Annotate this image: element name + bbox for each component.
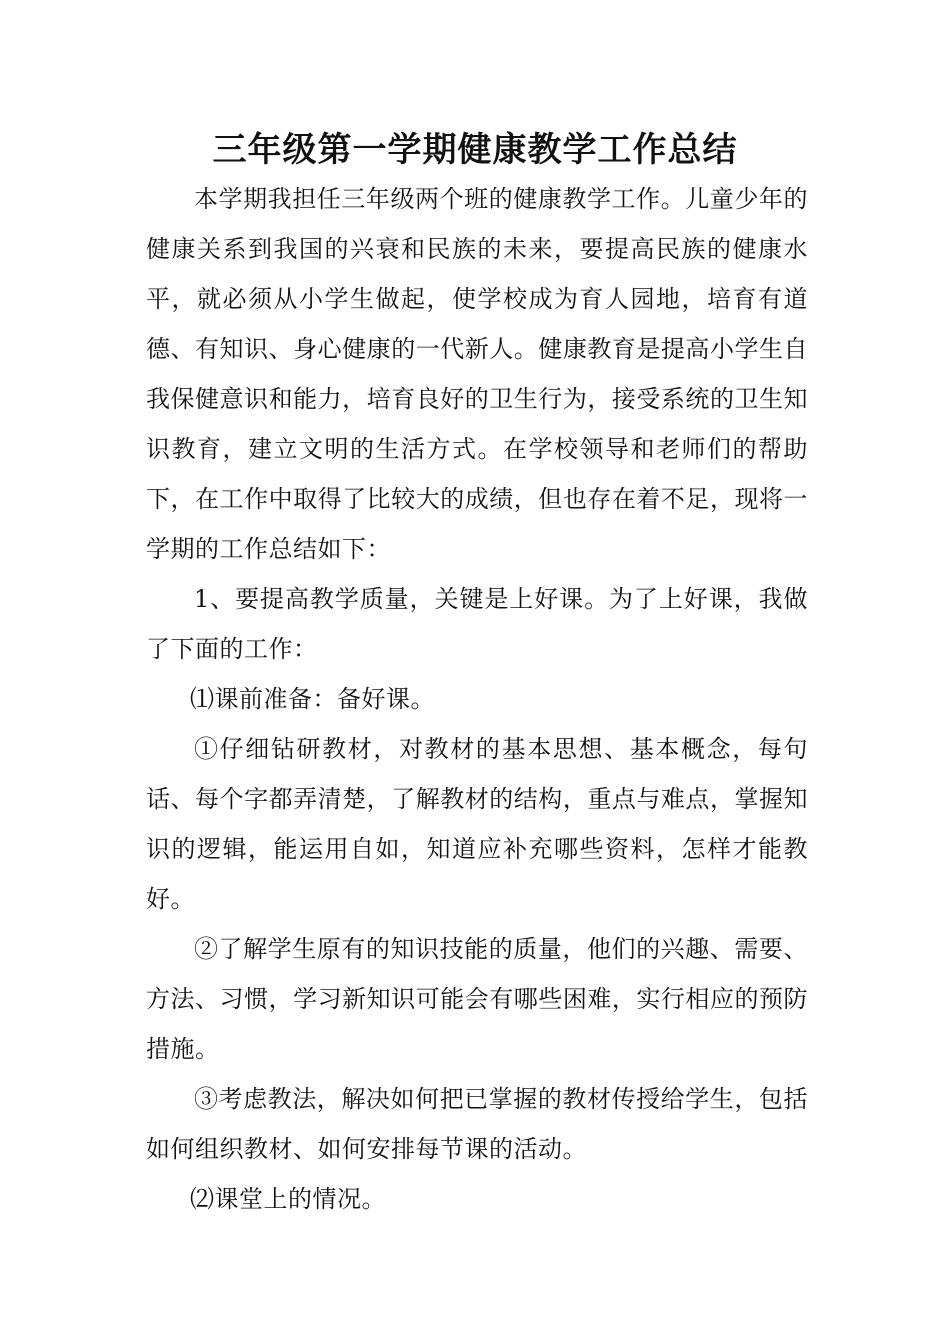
- paragraph-item-2: ②了解学生原有的知识技能的质量，他们的兴趣、需要、方法、习惯，学习新知识可能会有哪些困难，实行相应的预防措施。: [146, 935, 808, 1063]
- paragraph-subpoint-1: ⑴课前准备：备好课。: [190, 685, 435, 713]
- paragraph-item-3: ③考虑教法，解决如何把已掌握的教材传授给学生，包括如何组织教材、如何安排每节课的活动。: [146, 1085, 808, 1163]
- paragraph-item-1: ①仔细钻研教材，对教材的基本思想、基本概念，每句话、每个字都弄清楚，了解教材的结构，重点与难点，掌握知识的逻辑，能运用自如，知道应补充哪些资料，怎样才能教好。: [146, 735, 808, 913]
- paragraph-subpoint-2: ⑵课堂上的情况。: [190, 1185, 386, 1213]
- document-body: [146, 174, 808, 1224]
- paragraph-intro: 本学期我担任三年级两个班的健康教学工作。儿童少年的健康关系到我国的兴衰和民族的未来，要提高民族的健康水平，就必须从小学生做起，使学校成为育人园地，培育有道德、有知识、身心健康的一代新人。健康教育是提高小学生自我保健意识和能力，培育良好的卫生行为，接受系统的卫生知识教育，建立文明的生活方式。在学校领导和老师们的帮助下，在工作中取得了比较大的成绩，但也存在着不足，现将一学期的工作总结如下：: [146, 185, 808, 563]
- document-title: 三年级第一学期健康教学工作总结: [212, 130, 738, 170]
- paragraph-point-1: 1、要提高教学质量，关键是上好课。为了上好课，我做了下面的工作：: [146, 585, 808, 663]
